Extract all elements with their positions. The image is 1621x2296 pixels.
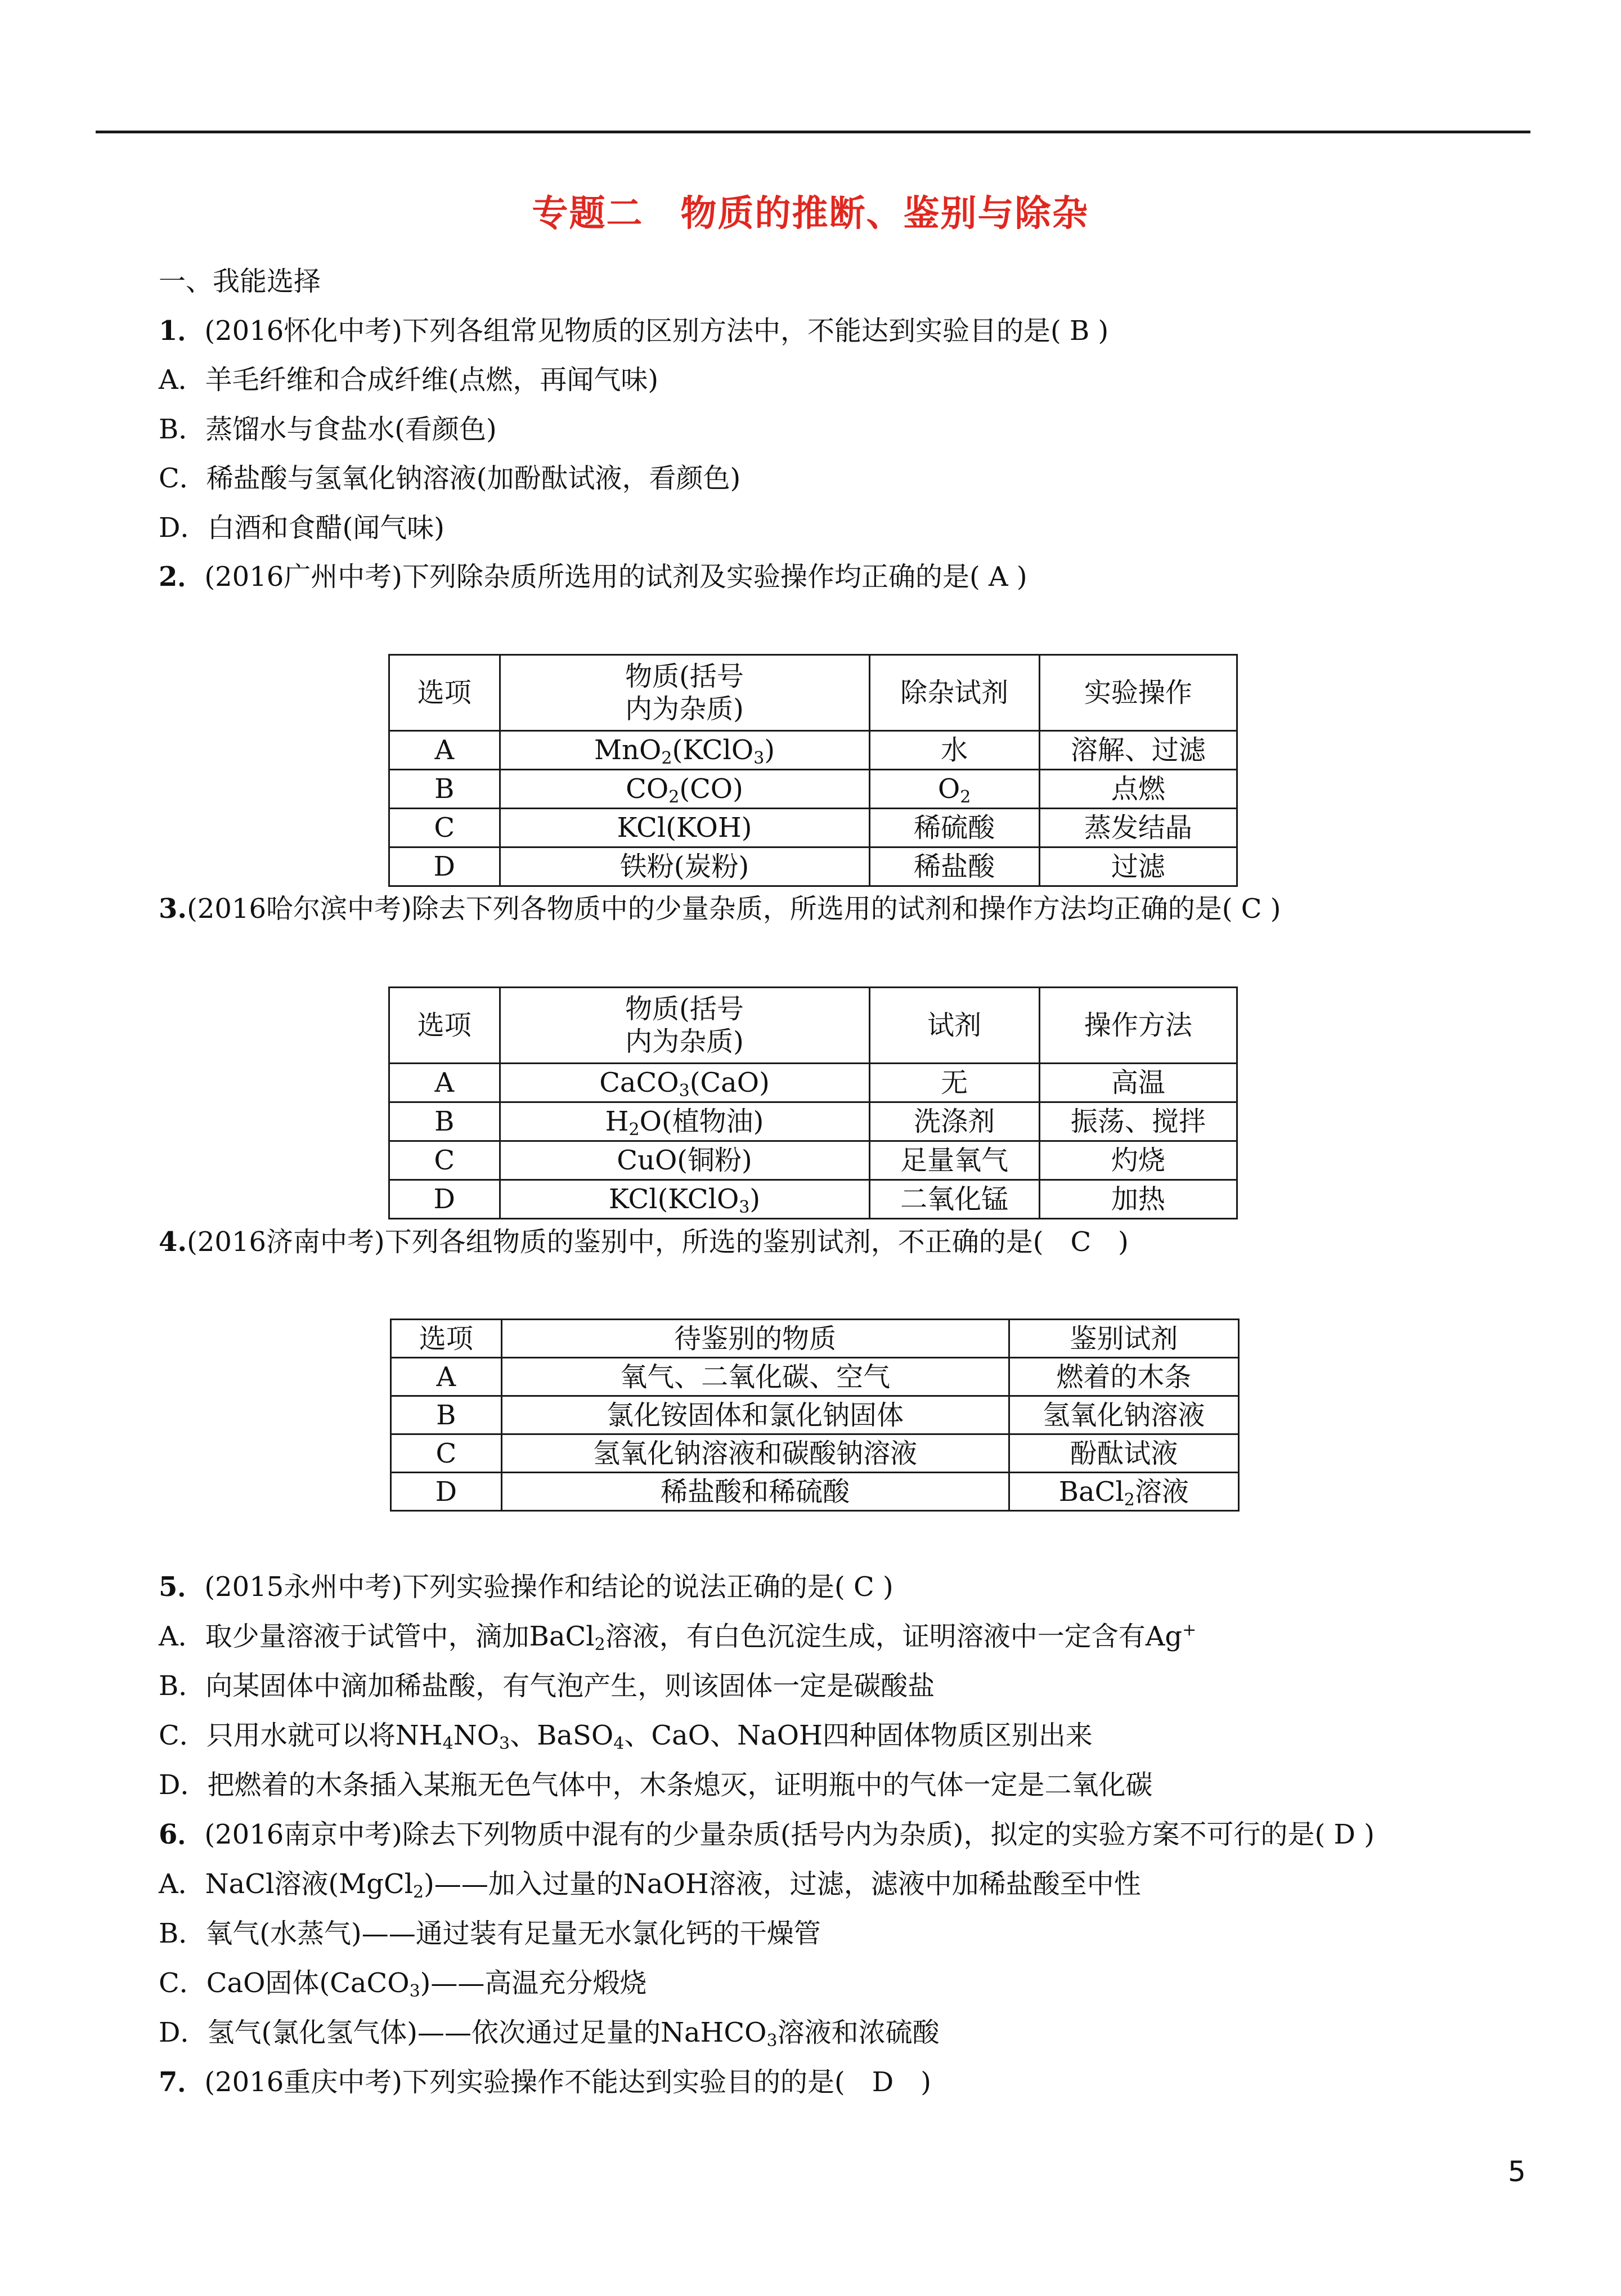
question-text: (2016南京中考)除去下列物质中混有的少量杂质(括号内为杂质)，拟定的实验方案不可行的是( D ) bbox=[204, 1819, 1375, 1850]
table-row: B $CO_2(CO)$ $O_2$ 点燃 bbox=[389, 770, 1237, 809]
question-3-stem bbox=[159, 892, 1281, 926]
table-header-row bbox=[391, 1320, 1239, 1358]
question-text: (2016重庆中考)下列实验操作不能达到实验目的的是( D ) bbox=[204, 2066, 931, 2098]
question-2-stem bbox=[159, 560, 1027, 594]
table-row: A MnO$_2$(KClO$_3$) 水 溶解、过滤 bbox=[389, 731, 1237, 770]
table-row: D 稀盐酸和稀硫酸 BaCl$_2$溶液 bbox=[391, 1473, 1239, 1511]
question-number: 5． bbox=[159, 1571, 205, 1603]
header-cell: 实验操作 bbox=[1039, 655, 1237, 731]
question-text: (2016广州中考)下列除杂质所选用的试剂及实验操作均正确的是( A ) bbox=[204, 561, 1027, 593]
question-number: 1． bbox=[159, 315, 205, 347]
q5-option-b: B．向某固体中滴加稀盐酸，有气泡产生，则该固体一定是碳酸盐 bbox=[159, 1670, 935, 1702]
question-number: 3. bbox=[159, 893, 187, 925]
page-number: 5 bbox=[1508, 2155, 1526, 2188]
header-cell: 操作方法 bbox=[1039, 988, 1237, 1064]
table-row: A 氧气、二氧化碳、空气 燃着的木条 bbox=[391, 1358, 1239, 1396]
question-number: 4. bbox=[159, 1226, 187, 1258]
table-row: B $H_2O$(植物油) 洗涤剂 振荡、搅拌 bbox=[389, 1102, 1237, 1141]
question-7-stem bbox=[159, 2065, 931, 2099]
question-4-stem bbox=[159, 1225, 1129, 1259]
q5-option-c: C．只用水就可以将$NH_4NO_3$、BaSO$_4$、CaO、NaOH四种固体物质区别出来 bbox=[159, 1720, 1093, 1754]
q1-option-a: A．羊毛纤维和合成纤维(点燃，再闻气味) bbox=[159, 364, 659, 396]
q1-option-d: D．白酒和食醋(闻气味) bbox=[159, 512, 444, 544]
header-cell: 待鉴别的物质 bbox=[501, 1320, 1009, 1358]
question-number: 7． bbox=[159, 2066, 205, 2098]
q1-option-c: C．稀盐酸与氢氧化钠溶液(加酚酞试液，看颜色) bbox=[159, 463, 741, 494]
header-cell: 鉴别试剂 bbox=[1009, 1320, 1238, 1358]
q6-option-a: A．NaCl溶液(MgCl$_2$)——加入过量的NaOH溶液，过滤，滤液中加稀盐酸至中性 bbox=[159, 1868, 1141, 1902]
header-cell: 除杂试剂 bbox=[869, 655, 1039, 731]
question-1-stem bbox=[159, 314, 1108, 348]
question-6-stem bbox=[159, 1818, 1375, 1851]
q6-option-c: C．CaO固体(CaCO$_3$)——高温充分煅烧 bbox=[159, 1967, 647, 2001]
page-title: 专题二 物质的推断、鉴别与除杂 bbox=[532, 192, 1089, 235]
header-cell: 选项 bbox=[389, 655, 500, 731]
question-5-stem bbox=[159, 1570, 893, 1604]
header-cell: 试剂 bbox=[869, 988, 1039, 1064]
q5-option-a: A．取少量溶液于试管中，滴加BaCl$_2$溶液，有白色沉淀生成，证明溶液中一定含有Ag+ bbox=[159, 1620, 1197, 1654]
table-header-row bbox=[389, 655, 1237, 731]
table-row: C KCl(KOH) 稀硫酸 蒸发结晶 bbox=[389, 809, 1237, 847]
q5-option-d: D．把燃着的木条插入某瓶无色气体中，木条熄灭，证明瓶中的气体一定是二氧化碳 bbox=[159, 1769, 1153, 1801]
table-header-row bbox=[389, 988, 1237, 1064]
question-text: (2016哈尔滨中考)除去下列各物质中的少量杂质，所选用的试剂和操作方法均正确的是( C ) bbox=[187, 893, 1281, 925]
header-cell: 物质(括号 内为杂质) bbox=[500, 655, 869, 731]
q3-table bbox=[388, 986, 1238, 1219]
header-cell: 选项 bbox=[389, 988, 500, 1064]
table-row: C CuO(铜粉) 足量氧气 灼烧 bbox=[389, 1141, 1237, 1180]
section-heading: 一、我能选择 bbox=[159, 266, 321, 297]
q2-table bbox=[388, 654, 1238, 887]
question-number: 6． bbox=[159, 1819, 205, 1850]
q1-option-b: B．蒸馏水与食盐水(看颜色) bbox=[159, 414, 497, 445]
question-text: (2015永州中考)下列实验操作和结论的说法正确的是( C ) bbox=[204, 1571, 893, 1603]
q6-option-b: B．氧气(水蒸气)——通过装有足量无水氯化钙的干燥管 bbox=[159, 1918, 821, 1949]
table-row: B 氯化铵固体和氯化钠固体 氢氧化钠溶液 bbox=[391, 1396, 1239, 1434]
q6-option-d: D．氢气(氯化氢气体)——依次通过足量的NaHCO$_3$溶液和浓硫酸 bbox=[159, 2017, 940, 2051]
header-cell: 物质(括号 内为杂质) bbox=[500, 988, 869, 1064]
question-text: (2016怀化中考)下列各组常见物质的区别方法中，不能达到实验目的是( B ) bbox=[204, 315, 1109, 347]
question-text: (2016济南中考)下列各组物质的鉴别中，所选的鉴别试剂，不正确的是( C ) bbox=[187, 1226, 1129, 1258]
header-cell: 选项 bbox=[391, 1320, 502, 1358]
table-row: D 铁粉(炭粉) 稀盐酸 过滤 bbox=[389, 847, 1237, 886]
table-row: D KCl(KClO$_3$) 二氧化锰 加热 bbox=[389, 1180, 1237, 1219]
q4-table bbox=[390, 1319, 1240, 1512]
table-row: A CaCO$_3$(CaO) 无 高温 bbox=[389, 1064, 1237, 1102]
question-number: 2． bbox=[159, 561, 205, 593]
top-rule bbox=[96, 131, 1530, 133]
table-row: C 氢氧化钠溶液和碳酸钠溶液 酚酞试液 bbox=[391, 1434, 1239, 1473]
